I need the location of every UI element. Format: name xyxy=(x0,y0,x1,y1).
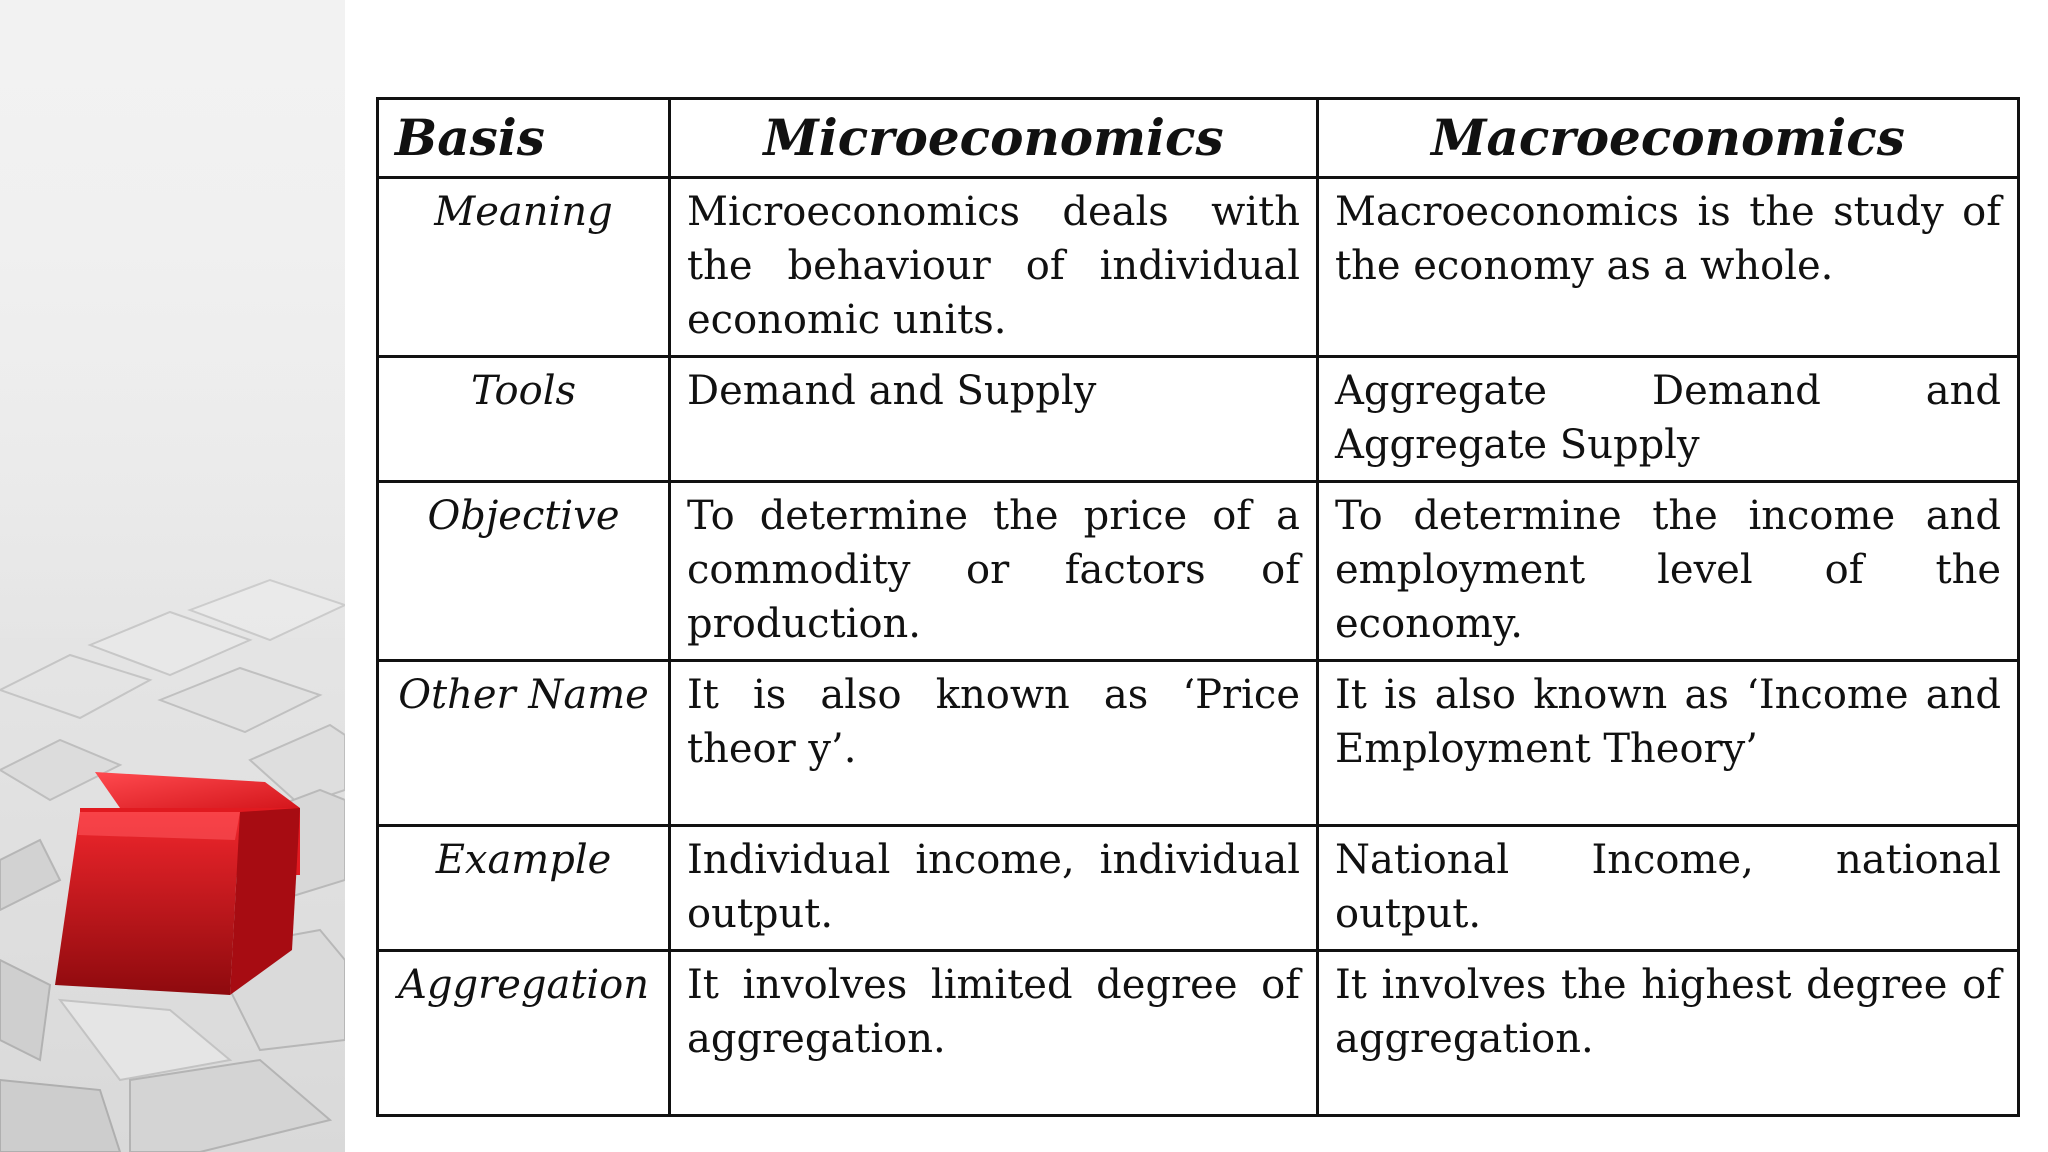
red-cube-icon xyxy=(0,0,345,1152)
table-row xyxy=(378,178,2019,357)
comparison-table xyxy=(376,97,2020,1117)
micro-example: Individual income, individual output. xyxy=(670,826,1318,951)
micro-meaning: Microeconomics deals with the behaviour of individual economic units. xyxy=(670,178,1318,357)
micro-aggregation: It involves limited degree of aggregation. xyxy=(670,951,1318,1116)
basis-example: Example xyxy=(378,826,670,951)
table-row xyxy=(378,951,2019,1116)
basis-meaning: Meaning xyxy=(378,178,670,357)
red-cube xyxy=(55,772,300,995)
micro-other-name: It is also known as ‘Price theor y’. xyxy=(670,661,1318,826)
header-basis: Basis xyxy=(378,99,670,178)
decorative-side-panel xyxy=(0,0,345,1152)
basis-tools: Tools xyxy=(378,357,670,482)
basis-aggregation: Aggregation xyxy=(378,951,670,1116)
macro-meaning: Macroeconomics is the study of the economy as a whole. xyxy=(1318,178,2019,357)
basis-objective: Objective xyxy=(378,482,670,661)
table-row xyxy=(378,826,2019,951)
header-macroeconomics: Macroeconomics xyxy=(1318,99,2019,178)
basis-other-name: Other Name xyxy=(378,661,670,826)
header-microeconomics: Microeconomics xyxy=(670,99,1318,178)
table-row xyxy=(378,482,2019,661)
micro-tools: Demand and Supply xyxy=(670,357,1318,482)
macro-aggregation: It involves the highest degree of aggregation. xyxy=(1318,951,2019,1116)
micro-objective: To determine the price of a commodity or factors of production. xyxy=(670,482,1318,661)
macro-other-name: It is also known as ‘Income and Employment Theory’ xyxy=(1318,661,2019,826)
table-row xyxy=(378,661,2019,826)
macro-tools: Aggregate Demand and Aggregate Supply xyxy=(1318,357,2019,482)
table-header-row xyxy=(378,99,2019,178)
table-row xyxy=(378,357,2019,482)
macro-objective: To determine the income and employment level of the economy. xyxy=(1318,482,2019,661)
macro-example: National Income, national output. xyxy=(1318,826,2019,951)
